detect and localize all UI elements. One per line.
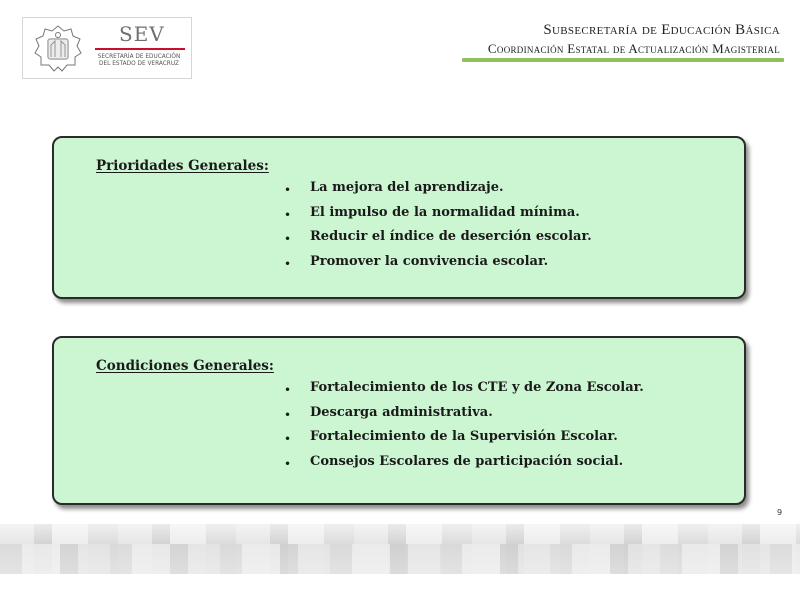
- bullet-icon: •: [284, 456, 292, 471]
- header-subtitle: Coordinación Estatal de Actualización Magisterial: [487, 41, 780, 56]
- logo-subtitle-line2: DEL ESTADO DE VERACRUZ: [99, 61, 179, 67]
- list-item-text: La mejora del aprendizaje.: [310, 180, 504, 195]
- veracruz-seal-icon: [31, 23, 85, 75]
- bullet-icon: •: [284, 207, 292, 222]
- bullet-icon: •: [284, 407, 292, 422]
- list-item-text: Descarga administrativa.: [310, 404, 493, 420]
- list-item-text: Consejos Escolares de participación social.: [310, 453, 624, 469]
- page-number: 9: [777, 508, 783, 517]
- header-green-rule: [462, 58, 784, 62]
- logo-subtitle-line1: SECRETARÍA DE EDUCACIÓN: [97, 54, 181, 60]
- logo-acronym: SEV: [119, 22, 165, 46]
- list-item-text: Reducir el índice de deserción escolar.: [310, 229, 592, 244]
- bullet-icon: •: [284, 183, 292, 197]
- logo-subtitle: [87, 54, 191, 68]
- panel-heading: Condiciones Generales:: [96, 358, 274, 374]
- sev-logo: [22, 17, 192, 79]
- list-item: [284, 429, 644, 454]
- list-item: [284, 254, 592, 279]
- list-item-text: Promover la convivencia escolar.: [310, 253, 549, 269]
- header-title: Subsecretaría de Educación Básica: [543, 22, 780, 38]
- list-item-text: Fortalecimiento de la Supervisión Escolar.: [310, 429, 618, 444]
- conditions-panel: [52, 336, 746, 505]
- list-item: [284, 454, 644, 479]
- bullet-icon: •: [284, 383, 292, 397]
- bullet-list: [284, 380, 644, 478]
- list-item: [284, 405, 644, 430]
- list-item: [284, 229, 592, 254]
- bullet-icon: •: [284, 432, 292, 446]
- logo-red-rule: [95, 48, 185, 50]
- list-item: [284, 205, 592, 230]
- panel-heading: Prioridades Generales:: [96, 158, 269, 174]
- priorities-panel: [52, 136, 746, 299]
- list-item-text: El impulso de la normalidad mínima.: [310, 204, 580, 220]
- list-item-text: Fortalecimiento de los CTE y de Zona Escolar.: [310, 380, 644, 395]
- footer-fade: [0, 524, 800, 574]
- bullet-icon: •: [284, 232, 292, 246]
- bullet-list: [284, 180, 592, 278]
- list-item: [284, 180, 592, 205]
- list-item: [284, 380, 644, 405]
- bullet-icon: •: [284, 256, 292, 271]
- footer-pattern: [0, 524, 800, 574]
